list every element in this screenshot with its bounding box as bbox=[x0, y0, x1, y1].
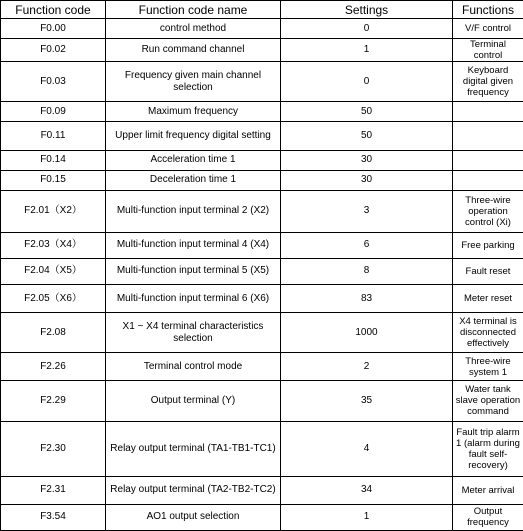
cell-function: Meter reset bbox=[453, 285, 523, 313]
table-row bbox=[1, 476, 523, 504]
cell-setting: 83 bbox=[281, 285, 453, 313]
table-row bbox=[1, 190, 523, 232]
cell-name: Multi-function input terminal 6 (X6) bbox=[106, 285, 281, 313]
cell-setting: 1 bbox=[281, 39, 453, 62]
header-row bbox=[1, 1, 523, 19]
cell-setting: 2 bbox=[281, 353, 453, 381]
cell-name: Deceleration time 1 bbox=[106, 170, 281, 190]
header-function-code: Function code bbox=[1, 1, 106, 19]
cell-name: Multi-function input terminal 4 (X4) bbox=[106, 232, 281, 258]
cell-code: F2.05（X6） bbox=[1, 285, 106, 313]
cell-function: Fault trip alarm 1 (alarm during fault self-recovery) bbox=[453, 421, 523, 476]
cell-setting: 1000 bbox=[281, 313, 453, 353]
cell-function: Three-wire system 1 bbox=[453, 353, 523, 381]
cell-name: Run command channel bbox=[106, 39, 281, 62]
cell-name: Upper limit frequency digital setting bbox=[106, 122, 281, 150]
cell-function bbox=[453, 170, 523, 190]
cell-setting: 34 bbox=[281, 476, 453, 504]
cell-setting: 1 bbox=[281, 504, 453, 530]
cell-code: F0.00 bbox=[1, 19, 106, 39]
cell-name: Relay output terminal (TA1-TB1-TC1) bbox=[106, 421, 281, 476]
cell-name: Terminal control mode bbox=[106, 353, 281, 381]
cell-code: F3.54 bbox=[1, 504, 106, 530]
cell-name: Output terminal (Y) bbox=[106, 381, 281, 421]
cell-code: F0.15 bbox=[1, 170, 106, 190]
cell-code: F0.14 bbox=[1, 150, 106, 170]
cell-code: F2.01（X2） bbox=[1, 190, 106, 232]
cell-setting: 0 bbox=[281, 62, 453, 102]
table-row bbox=[1, 170, 523, 190]
cell-function: Meter arrival bbox=[453, 476, 523, 504]
cell-setting: 50 bbox=[281, 122, 453, 150]
cell-setting: 50 bbox=[281, 102, 453, 122]
cell-function: Fault reset bbox=[453, 258, 523, 284]
cell-function bbox=[453, 150, 523, 170]
cell-name: Frequency given main channel selection bbox=[106, 62, 281, 102]
cell-name: Maximum frequency bbox=[106, 102, 281, 122]
cell-code: F2.03（X4） bbox=[1, 232, 106, 258]
table-row bbox=[1, 313, 523, 353]
cell-function: Keyboard digital given frequency bbox=[453, 62, 523, 102]
cell-code: F2.04（X5） bbox=[1, 258, 106, 284]
table-row bbox=[1, 381, 523, 421]
cell-setting: 35 bbox=[281, 381, 453, 421]
cell-code: F0.02 bbox=[1, 39, 106, 62]
table-row bbox=[1, 353, 523, 381]
header-functions: Functions bbox=[453, 1, 523, 19]
table-row bbox=[1, 421, 523, 476]
table-row bbox=[1, 232, 523, 258]
table-row bbox=[1, 150, 523, 170]
cell-function bbox=[453, 102, 523, 122]
table-row bbox=[1, 122, 523, 150]
table-row bbox=[1, 39, 523, 62]
cell-name: Multi-function input terminal 2 (X2) bbox=[106, 190, 281, 232]
cell-code: F2.31 bbox=[1, 476, 106, 504]
cell-function: V/F control bbox=[453, 19, 523, 39]
cell-code: F2.29 bbox=[1, 381, 106, 421]
cell-function: Free parking bbox=[453, 232, 523, 258]
cell-name: AO1 output selection bbox=[106, 504, 281, 530]
cell-name: Multi-function input terminal 5 (X5) bbox=[106, 258, 281, 284]
cell-code: F0.11 bbox=[1, 122, 106, 150]
table-row bbox=[1, 102, 523, 122]
cell-setting: 8 bbox=[281, 258, 453, 284]
cell-function: Three-wire operation control (Xi) bbox=[453, 190, 523, 232]
cell-function: X4 terminal is disconnected effectively bbox=[453, 313, 523, 353]
cell-setting: 0 bbox=[281, 19, 453, 39]
table-row bbox=[1, 285, 523, 313]
cell-code: F0.09 bbox=[1, 102, 106, 122]
cell-name: X1 ~ X4 terminal characteristics selection bbox=[106, 313, 281, 353]
cell-setting: 30 bbox=[281, 170, 453, 190]
cell-function: Output frequency bbox=[453, 504, 523, 530]
cell-name: Relay output terminal (TA2-TB2-TC2) bbox=[106, 476, 281, 504]
header-settings: Settings bbox=[281, 1, 453, 19]
cell-function bbox=[453, 122, 523, 150]
header-function-code-name: Function code name bbox=[106, 1, 281, 19]
cell-function: Terminal control bbox=[453, 39, 523, 62]
cell-setting: 30 bbox=[281, 150, 453, 170]
cell-code: F2.30 bbox=[1, 421, 106, 476]
cell-code: F0.03 bbox=[1, 62, 106, 102]
table-row bbox=[1, 19, 523, 39]
cell-setting: 4 bbox=[281, 421, 453, 476]
table-row bbox=[1, 62, 523, 102]
cell-code: F2.26 bbox=[1, 353, 106, 381]
cell-name: control method bbox=[106, 19, 281, 39]
cell-setting: 3 bbox=[281, 190, 453, 232]
table-row bbox=[1, 504, 523, 530]
table-row bbox=[1, 258, 523, 284]
cell-name: Acceleration time 1 bbox=[106, 150, 281, 170]
cell-function: Water tank slave operation command bbox=[453, 381, 523, 421]
cell-code: F2.08 bbox=[1, 313, 106, 353]
cell-setting: 6 bbox=[281, 232, 453, 258]
